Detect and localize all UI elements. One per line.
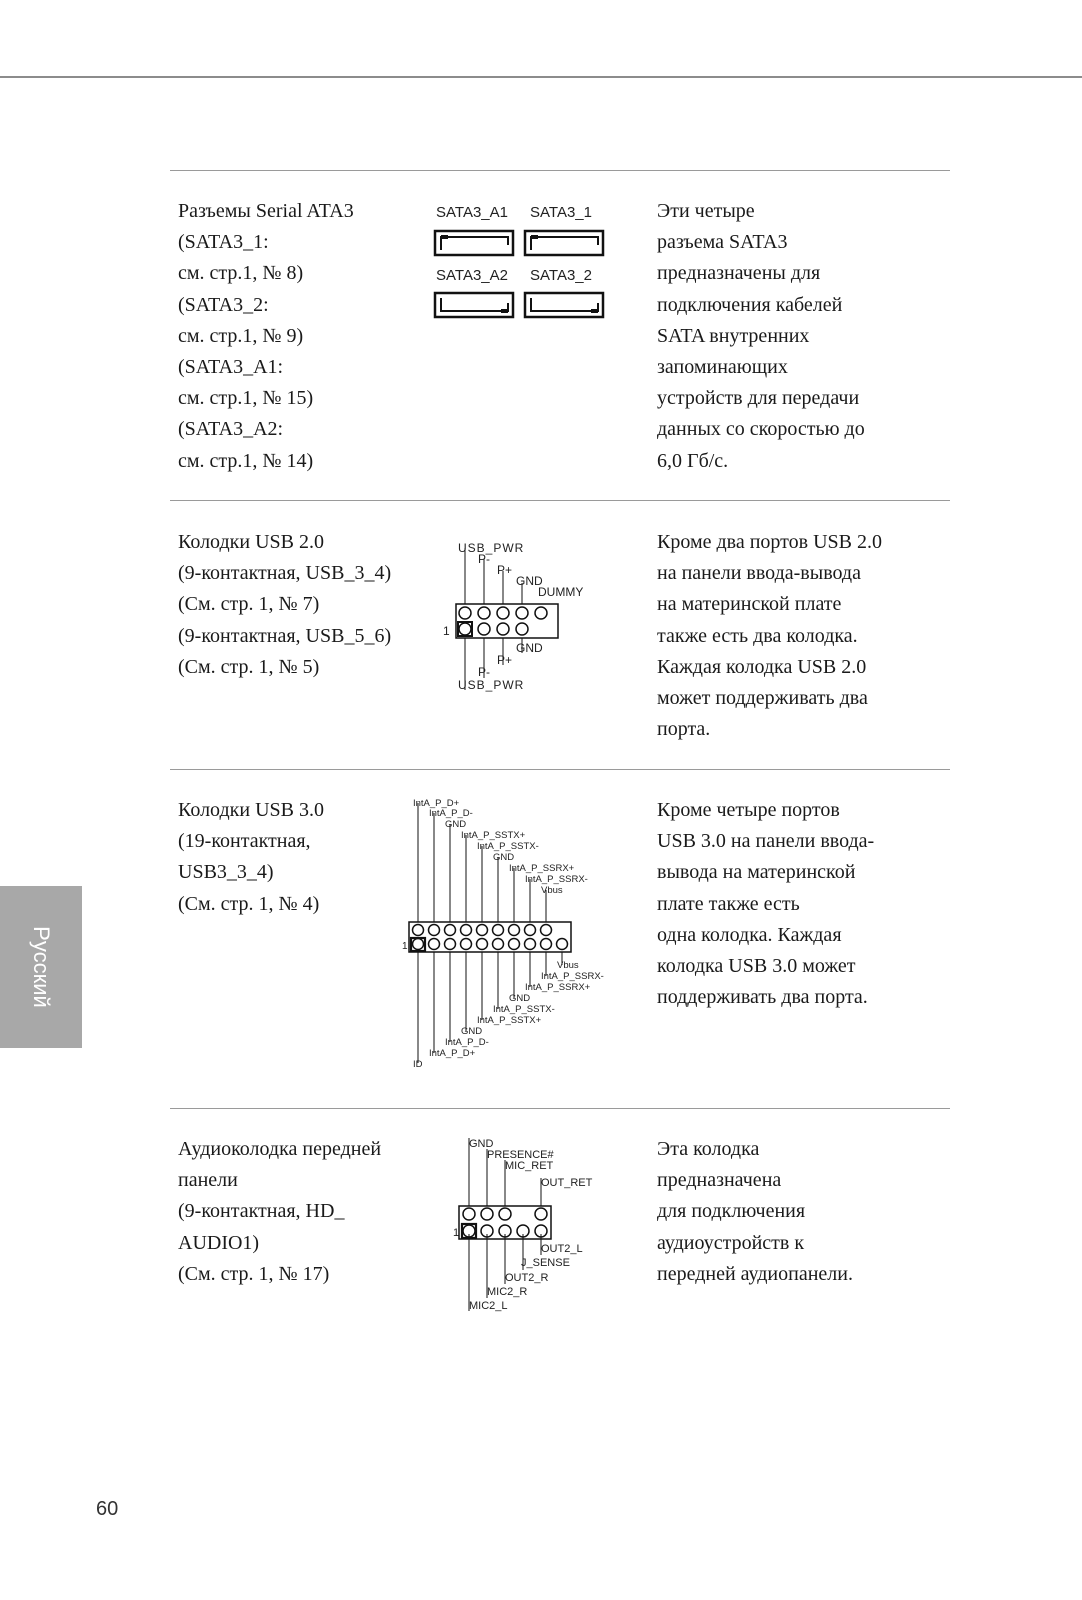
description-line: может поддерживать два — [657, 687, 868, 710]
description-line: для подключения — [657, 1200, 806, 1223]
usb3-title-block — [178, 795, 418, 920]
section-label-line: Колодки USB 2.0 — [178, 531, 324, 553]
description-line: также есть два колодка. — [657, 624, 858, 647]
description-line: Кроме два портов USB 2.0 — [657, 531, 882, 553]
section-label-line: (SATA3_A1: — [178, 356, 284, 379]
section-divider — [170, 170, 950, 171]
language-label: Русский — [29, 926, 54, 1008]
top-rule — [0, 76, 1082, 78]
description-line: плате также есть — [657, 892, 800, 915]
usb3-description — [657, 795, 902, 1013]
sata3-1-port — [525, 231, 603, 255]
description-line: Кроме четыре портов — [657, 799, 840, 821]
description-line: на панели ввода-вывода — [657, 562, 861, 585]
description-line: предназначена — [657, 1169, 782, 1192]
sata3-a1-port — [435, 231, 513, 255]
pin-label: GND — [469, 1138, 494, 1150]
sata3-a2-label: SATA3_A2 — [436, 267, 508, 284]
sata3-connector-diagram — [428, 201, 608, 321]
description-line: предназначены для — [657, 262, 821, 285]
description-line: вывода на материнской — [657, 861, 856, 884]
usb-pwr-label: USB_PWR — [458, 541, 525, 555]
description-line: устройств для передачи — [657, 387, 860, 410]
description-line: SATA внутренних — [657, 324, 810, 347]
p-plus-label: P+ — [497, 653, 513, 667]
description-line: на материнской плате — [657, 593, 842, 616]
section-label-line: (9-контактная, HD_ — [178, 1200, 345, 1223]
description-line: 6,0 Гб/с. — [657, 449, 729, 472]
description-line: передней аудиопанели. — [657, 1262, 853, 1285]
pin-label: IntA_P_D+ — [429, 1048, 476, 1059]
usb3-header-diagram — [402, 795, 622, 1071]
pin-label: MIC2_L — [469, 1300, 508, 1312]
description-line: поддерживать два порта. — [657, 986, 868, 1009]
usb2-title-block — [178, 527, 418, 683]
pin-label: IntA_P_SSRX+ — [509, 863, 575, 874]
page-number: 60 — [96, 1498, 119, 1520]
section-label-line: Аудиоколодка передней — [178, 1138, 382, 1160]
pin-label: MIC_RET — [505, 1160, 554, 1172]
description-line: USB 3.0 на панели ввода- — [657, 830, 875, 853]
sata3-title-block — [178, 196, 418, 477]
description-line: разъема SATA3 — [657, 231, 788, 254]
description-line: порта. — [657, 718, 711, 741]
description-line: колодка USB 3.0 может — [657, 955, 856, 978]
pin-label: OUT2_R — [505, 1272, 549, 1284]
section-label-line: (См. стр. 1, № 4) — [178, 892, 320, 915]
pin-label: GND — [493, 852, 515, 863]
gnd-label: GND — [516, 641, 543, 655]
pin-label: ID — [413, 1059, 423, 1070]
sata3-a2-port — [435, 293, 513, 317]
section-label-line: Разъемы Serial ATA3 — [178, 200, 354, 222]
pin-label: GND — [461, 1026, 483, 1037]
pin-label: OUT_RET — [541, 1177, 593, 1189]
section-label-line: см. стр.1, № 9) — [178, 324, 304, 347]
gnd-label: GND — [516, 574, 543, 588]
description-line: аудиоустройств к — [657, 1231, 805, 1254]
section-label-line: см. стр.1, № 8) — [178, 262, 304, 285]
usb2-description — [657, 527, 902, 745]
pin-label: IntA_P_SSRX+ — [525, 982, 591, 993]
pin-label: IntA_P_SSTX- — [477, 841, 539, 852]
dummy-label: DUMMY — [538, 585, 584, 599]
description-line: подключения кабелей — [657, 293, 843, 316]
description-line: Каждая колодка USB 2.0 — [657, 655, 867, 678]
hd-audio-description — [657, 1134, 902, 1290]
usb2-header-diagram — [440, 537, 600, 697]
section-label-line: панели — [178, 1169, 238, 1192]
section-label-line: см. стр.1, № 15) — [178, 387, 314, 410]
p-minus-label: P- — [478, 552, 490, 566]
sata3-description — [657, 196, 902, 477]
pin1-label: 1 — [443, 624, 450, 638]
pin-label: OUT2_L — [541, 1243, 583, 1255]
pin-label: GND — [445, 819, 467, 830]
pin-label: IntA_P_D- — [445, 1037, 489, 1048]
section-label-line: USB3_3_4) — [178, 861, 274, 884]
section-label-line: (См. стр. 1, № 5) — [178, 655, 320, 678]
usb2-pin-grid — [456, 604, 558, 638]
description-line: одна колодка. Каждая — [657, 923, 842, 946]
sata3-1-label: SATA3_1 — [530, 204, 592, 221]
pin-label: Vbus — [557, 960, 579, 971]
pin-label: IntA_P_D+ — [413, 798, 460, 809]
pin1-label: 1 — [453, 1227, 460, 1239]
pin-label: IntA_P_D- — [429, 808, 473, 819]
language-side-tab — [0, 886, 82, 1048]
hd-audio-header-diagram — [454, 1136, 614, 1326]
pin-label: IntA_P_SSTX+ — [461, 830, 526, 841]
section-label-line: (SATA3_1: — [178, 231, 269, 254]
section-label-line: см. стр.1, № 14) — [178, 449, 314, 472]
sata3-2-port — [525, 293, 603, 317]
pin1-label: 1 — [402, 941, 408, 952]
pin-label: IntA_P_SSRX- — [541, 971, 604, 982]
usb2-leader-lines — [465, 548, 522, 690]
p-minus-label: P- — [478, 665, 490, 679]
pin-label: IntA_P_SSTX- — [493, 1004, 555, 1015]
pin-label: GND — [509, 993, 531, 1004]
section-label-line: (9-контактная, USB_3_4) — [178, 562, 392, 585]
description-line: Эти четыре — [657, 200, 755, 222]
section-label-line: (SATA3_A2: — [178, 418, 284, 441]
usb3-pin-grid — [409, 922, 571, 952]
section-divider — [170, 1108, 950, 1109]
pin-label: PRESENCE# — [487, 1149, 554, 1161]
pin-label: MIC2_R — [487, 1286, 528, 1298]
description-line: запоминающих — [657, 356, 788, 379]
section-divider — [170, 769, 950, 770]
pin-label: IntA_P_SSTX+ — [477, 1015, 542, 1026]
pin-label: IntA_P_SSRX- — [525, 874, 588, 885]
section-label-line: AUDIO1) — [178, 1231, 260, 1254]
p-plus-label: P+ — [497, 563, 513, 577]
sata3-a1-label: SATA3_A1 — [436, 204, 508, 221]
section-label-line: (См. стр. 1, № 7) — [178, 593, 320, 616]
section-label-line: Колодки USB 3.0 — [178, 799, 324, 821]
sata3-2-label: SATA3_2 — [530, 267, 592, 284]
hd-audio-title-block — [178, 1134, 418, 1290]
description-line: Эта колодка — [657, 1138, 760, 1160]
section-label-line: (9-контактная, USB_5_6) — [178, 624, 392, 647]
section-label-line: (19-контактная, — [178, 830, 311, 853]
section-divider — [170, 500, 950, 501]
section-label-line: (SATA3_2: — [178, 293, 269, 316]
pin-label: J_SENSE — [521, 1257, 570, 1269]
description-line: данных со скоростью до — [657, 418, 865, 441]
section-label-line: (См. стр. 1, № 17) — [178, 1262, 330, 1285]
pin-label: Vbus — [541, 885, 563, 896]
usb-pwr-label: USB_PWR — [458, 678, 525, 692]
